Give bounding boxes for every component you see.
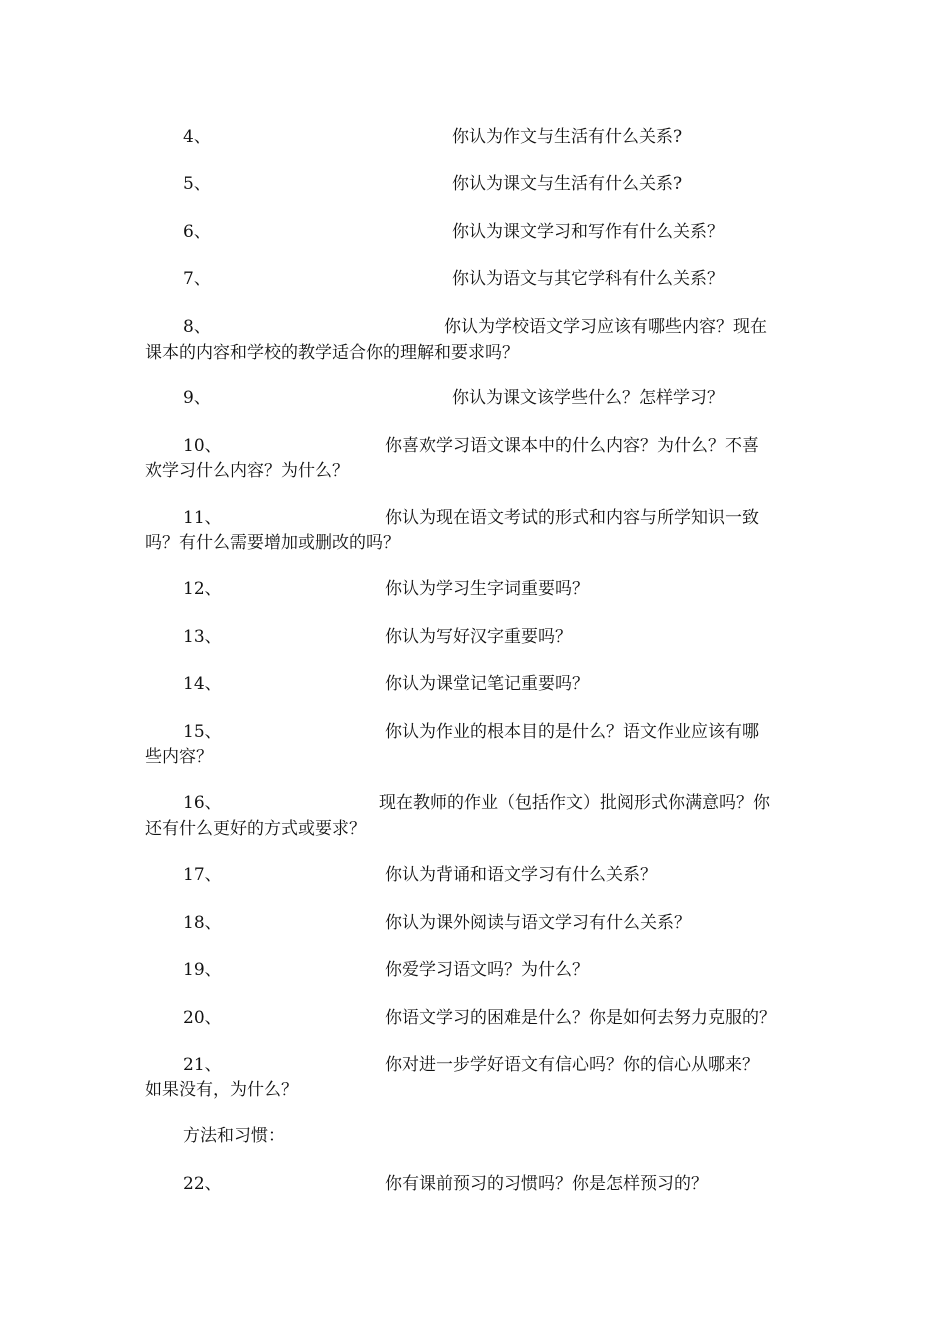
question-text: 你认为语文与其它学科有什么关系？ (452, 269, 724, 289)
question-number: 13、 (183, 627, 222, 647)
question-text: 你认为课文该学些什么？怎样学习？ (452, 388, 724, 408)
question-text: 你对进一步学好语文有信心吗？你的信心从哪来？ (385, 1055, 759, 1075)
section-heading: 方法和习惯： (183, 1126, 285, 1146)
question-text: 你认为学校语文学习应该有哪些内容？现在 (444, 317, 767, 337)
question-text-continuation: 课本的内容和学校的教学适合你的理解和要求吗？ (145, 343, 519, 363)
question-text: 你认为现在语文考试的形式和内容与所学知识一致 (385, 508, 759, 528)
question-text-continuation: 还有什么更好的方式或要求？ (145, 819, 366, 839)
question-number: 18、 (183, 913, 222, 933)
question-text: 现在教师的作业（包括作文）批阅形式你满意吗？你 (379, 793, 770, 813)
question-number: 20、 (183, 1008, 222, 1028)
question-text: 你爱学习语文吗？为什么？ (385, 960, 589, 980)
question-text: 你认为作文与生活有什么关系? (452, 127, 683, 147)
question-text: 你认为课文与生活有什么关系? (452, 174, 683, 194)
question-text: 你语文学习的困难是什么？你是如何去努力克服的？ (385, 1008, 776, 1028)
question-number: 8、 (183, 317, 211, 337)
question-number: 12、 (183, 579, 222, 599)
question-text-continuation: 如果没有，为什么？ (145, 1080, 298, 1100)
question-number: 22、 (183, 1174, 222, 1194)
question-text: 你认为写好汉字重要吗？ (385, 627, 572, 647)
question-number: 6、 (183, 222, 211, 242)
question-text: 你认为背诵和语文学习有什么关系？ (385, 865, 657, 885)
question-text: 你认为课外阅读与语文学习有什么关系？ (385, 913, 691, 933)
question-text: 你认为课堂记笔记重要吗？ (385, 674, 589, 694)
question-number: 19、 (183, 960, 222, 980)
question-text-continuation: 些内容？ (145, 747, 213, 767)
question-number: 17、 (183, 865, 222, 885)
question-number: 15、 (183, 722, 222, 742)
question-number: 5、 (183, 174, 211, 194)
question-number: 10、 (183, 436, 222, 456)
question-number: 14、 (183, 674, 222, 694)
question-number: 9、 (183, 388, 211, 408)
question-text: 你认为作业的根本目的是什么？语文作业应该有哪 (385, 722, 759, 742)
question-text: 你有课前预习的习惯吗？你是怎样预习的？ (385, 1174, 708, 1194)
question-number: 7、 (183, 269, 211, 289)
question-number: 16、 (183, 793, 222, 813)
question-text: 你认为学习生字词重要吗？ (385, 579, 589, 599)
question-text: 你喜欢学习语文课本中的什么内容？为什么？不喜 (385, 436, 759, 456)
question-text: 你认为课文学习和写作有什么关系？ (452, 222, 724, 242)
question-number: 4、 (183, 127, 211, 147)
question-text-continuation: 吗？有什么需要增加或删改的吗？ (145, 533, 400, 553)
question-number: 11、 (183, 508, 222, 528)
question-text-continuation: 欢学习什么内容？为什么？ (145, 461, 349, 481)
question-number: 21、 (183, 1055, 222, 1075)
